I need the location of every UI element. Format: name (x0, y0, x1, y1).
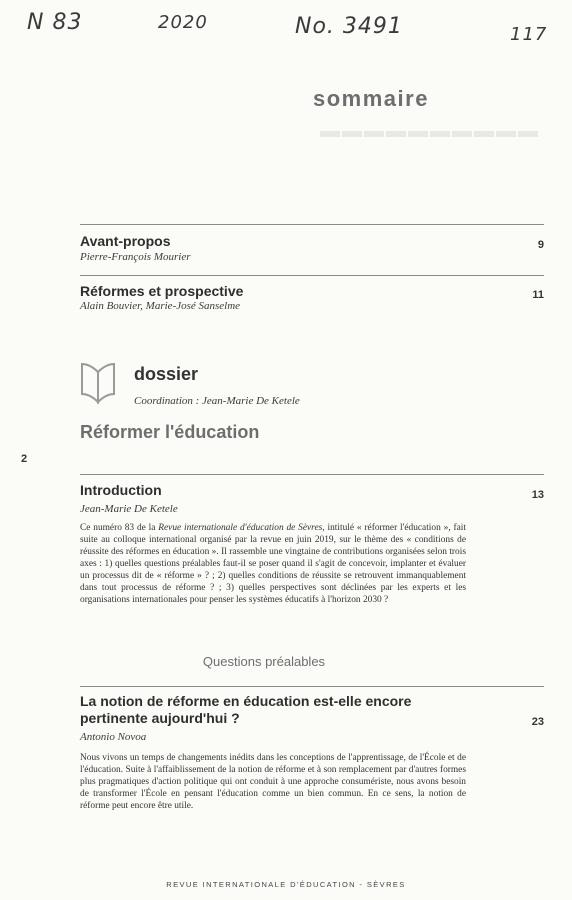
entry-author: Alain Bouvier, Marie-José Sanselme (80, 300, 241, 312)
introduction-abstract: Ce numéro 83 de la Revue internationale d'éducation de Sèvres, intitulé « réformer l'éducation », fait suite au colloque international organisé par la revue en juin 2019, sur le thème des « conditions de réussite des réformes en éducation ». Il rassemble une vingtaine de contributions organisées selon trois axes : 1) quelles questions préalables faut-il se poser quand il s'agit de concevoir, implanter et évaluer un processus dit de « réforme » ? ; 2) quelles conditions de réussite se retrouvent immanquablement dans tout processus de réforme ? ; 3) quelles perspectives sont déclinées par les experts et les organisations internationales pour penser les systèmes éducatifs à l'horizon 2030 ? (80, 523, 466, 605)
entry-title: Avant-propos (80, 233, 171, 249)
divider (80, 275, 544, 276)
dossier-label: dossier (134, 364, 199, 384)
handwritten-corner-number: 117 (510, 24, 548, 45)
introduction-author: Jean-Marie De Ketele (80, 503, 178, 515)
entry-page-number: 11 (532, 289, 544, 301)
divider (80, 224, 544, 225)
divider (80, 474, 544, 475)
journal-title: Revue internationale d'éducation de Sèvres (158, 523, 323, 533)
entry-title: Réformes et prospective (80, 283, 244, 299)
journal-footer: REVUE INTERNATIONALE D'ÉDUCATION - SÈVRES (166, 880, 406, 889)
article-title-line2: pertinente aujourd'hui ? (80, 710, 240, 726)
introduction-title: Introduction (80, 482, 162, 498)
article-title-line1: La notion de réforme en éducation est-elle encore (80, 693, 412, 709)
page-number: 2 (21, 453, 28, 465)
dossier-theme-title: Réformer l'éducation (80, 422, 260, 442)
page-title: sommaire (313, 86, 429, 111)
article-author: Antonio Novoa (80, 731, 147, 743)
handwritten-reference: No. 3491 (295, 14, 403, 39)
open-book-icon (80, 360, 116, 404)
show-through-text: ▬▬▬▬▬▬▬▬▬▬ (320, 120, 540, 142)
dossier-coordination: Coordination : Jean-Marie De Ketele (134, 395, 300, 407)
entry-author: Pierre-François Mourier (80, 251, 191, 263)
handwritten-issue-number: N 83 (27, 10, 83, 35)
introduction-page-number: 13 (531, 489, 544, 501)
section-heading: Questions préalables (202, 654, 326, 669)
article-page-number: 23 (531, 716, 544, 728)
divider (80, 686, 544, 687)
handwritten-year: 2020 (158, 12, 208, 33)
entry-page-number: 9 (537, 239, 544, 251)
article-abstract: Nous vivons un temps de changements inédits dans les conceptions de l'apprentissage, de l'École et de l'éducation. Suite à l'affaiblissement de la notion de réforme et à son remplacement par d'autres formes plus pragmatiques d'action politique qui ont conduit à une approche consumériste, nous avons besoin de transformer l'École en pensant l'éducation comme un bien commun. En ce sens, la notion de réforme peut encore être utile. (80, 753, 466, 811)
